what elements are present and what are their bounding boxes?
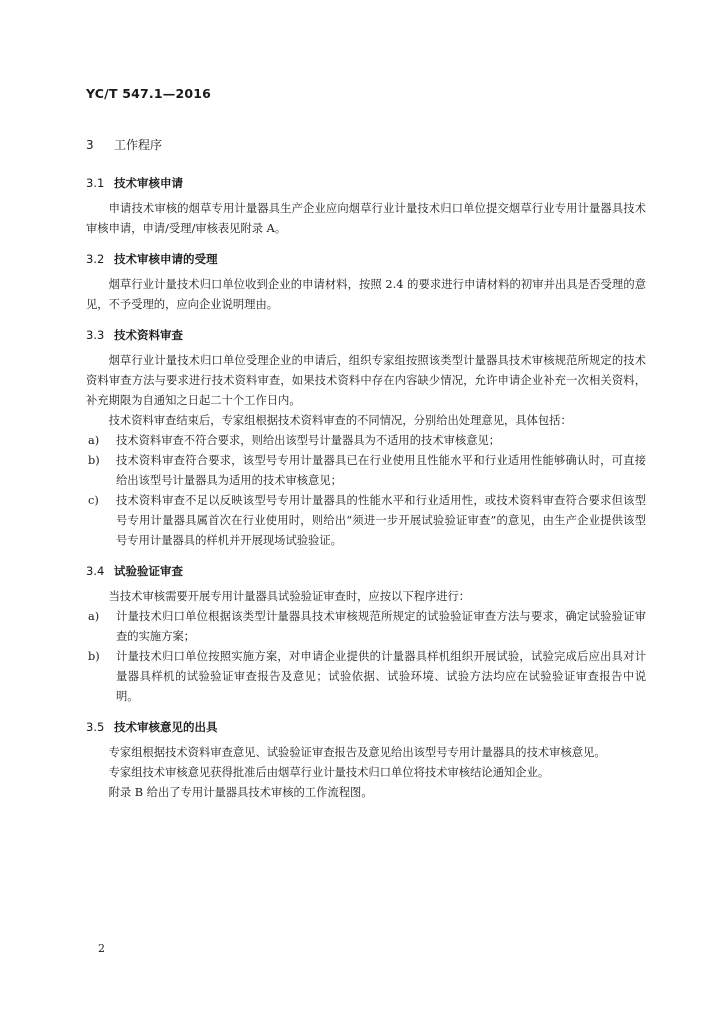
list-marker: a) xyxy=(88,434,100,447)
section-3-1 xyxy=(86,175,646,239)
section-number: 3.5 xyxy=(86,720,105,734)
section-number: 3.1 xyxy=(86,176,105,190)
paragraph: 烟草行业计量技术归口单位收到企业的申请材料，按照 2.4 的要求进行申请材料的初审并出具是否受理的意见，不予受理的，应向企业说明理由。 xyxy=(86,278,646,311)
section-title: 技术审核申请 xyxy=(114,176,183,190)
paragraph: 专家组根据技术资料审查意见、试验验证审查报告及意见给出该型号专用计量器具的技术审核意见。 xyxy=(108,746,606,759)
document-body xyxy=(86,136,646,815)
section-title: 技术审核意见的出具 xyxy=(114,720,218,734)
list-text: 计量技术归口单位按照实施方案，对申请企业提供的计量器具样机组织开展试验，试验完成后应出具对计量器具样机的试验验证审查报告及意见；试验依据、试验环境、试验方法均应在试验验证审查报告中说明。 xyxy=(116,650,646,703)
list-marker: b) xyxy=(88,650,100,663)
section-number: 3.3 xyxy=(86,328,105,342)
paragraph: 附录 B 给出了专用计量器具技术审核的工作流程图。 xyxy=(108,786,373,799)
section-3-3 xyxy=(86,327,646,551)
list-marker: b) xyxy=(88,454,100,467)
section-3-heading xyxy=(86,136,646,153)
paragraph: 烟草行业计量技术归口单位受理企业的申请后，组织专家组按照该类型计量器具技术审核规范所规定的技术资料审查方法与要求进行技术资料审查，如果技术资料中存在内容缺少情况，允许申请企业补充一次相关资料，补充期限为自通知之日起二十个工作日内。 xyxy=(86,354,646,407)
list-item xyxy=(86,451,646,491)
paragraph: 专家组技术审核意见获得批准后由烟草行业计量技术归口单位将技术审核结论通知企业。 xyxy=(108,766,550,779)
section-3-2-heading xyxy=(86,251,646,267)
list-marker: c) xyxy=(88,494,99,507)
standard-code-header: YC/T 547.1—2016 xyxy=(86,86,212,101)
section-title: 技术资料审查 xyxy=(114,328,183,342)
list-item xyxy=(86,491,646,551)
list-text: 技术资料审查符合要求，该型号专用计量器具已在行业使用且性能水平和行业适用性能够确认时，可直接给出该型号计量器具为适用的技术审核意见； xyxy=(116,454,646,487)
section-3-4 xyxy=(86,563,646,707)
list-item xyxy=(86,431,646,451)
section-number: 3.4 xyxy=(86,564,105,578)
paragraph: 当技术审核需要开展专用计量器具试验验证审查时，应按以下程序进行： xyxy=(108,590,471,603)
section-title: 工作程序 xyxy=(114,138,163,152)
list-text: 技术资料审查不足以反映该型号专用计量器具的性能水平和行业适用性，或技术资料审查符合要求但该型号专用计量器具属首次在行业使用时，则给出“须进一步开展试验验证审查”的意见，由生产企业提供该型号专用计量器具的样机并开展现场试验验证。 xyxy=(116,494,646,547)
list-item xyxy=(86,647,646,707)
paragraph: 技术资料审查结束后，专家组根据技术资料审查的不同情况，分别给出处理意见，具体包括： xyxy=(108,414,572,427)
paragraph: 申请技术审核的烟草专用计量器具生产企业应向烟草行业计量技术归口单位提交烟草行业专用计量器具技术审核申请，申请/受理/审核表见附录 A。 xyxy=(86,202,646,235)
section-3-3-heading xyxy=(86,327,646,343)
page-number: 2 xyxy=(98,942,105,955)
section-3-4-heading xyxy=(86,563,646,579)
list-marker: a) xyxy=(88,610,100,623)
section-3-5-heading xyxy=(86,719,646,735)
section-number: 3 xyxy=(86,138,94,152)
list-text: 计量技术归口单位根据该类型计量器具技术审核规范所规定的试验验证审查方法与要求，确定试验验证审查的实施方案； xyxy=(116,610,646,643)
list-text: 技术资料审查不符合要求，则给出该型号计量器具为不适用的技术审核意见； xyxy=(116,434,501,447)
section-3-2 xyxy=(86,251,646,315)
section-title: 技术审核申请的受理 xyxy=(114,252,218,266)
section-number: 3.2 xyxy=(86,252,105,266)
section-title: 试验验证审查 xyxy=(114,564,183,578)
section-3-1-heading xyxy=(86,175,646,191)
list-item xyxy=(86,607,646,647)
section-3-5 xyxy=(86,719,646,803)
